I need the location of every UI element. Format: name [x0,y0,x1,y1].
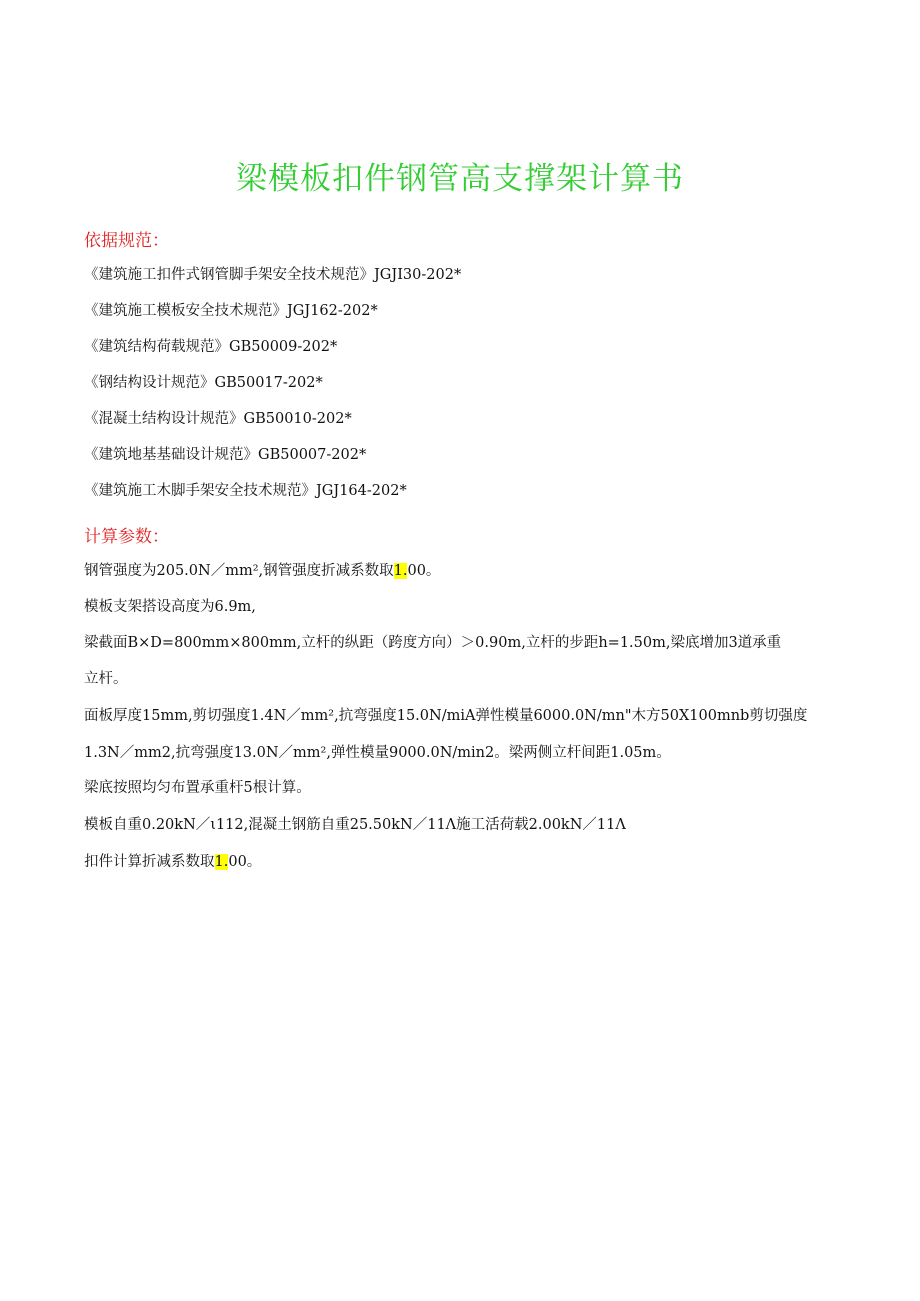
param-height: 模板支架搭设高度为6.9m, [84,599,256,615]
param-panel-line2: 1.3N／mm2,抗弯强度13.0N／mm²,弹性模量9000.0N/min2。梁两侧立杆间距1.05m。 [84,745,671,761]
spec-item: 《建筑结构荷载规范》GB50009-202* [84,339,338,355]
document-title: 梁模板扣件钢管高支撑架计算书 [236,161,684,197]
param-steel-strength [84,559,440,583]
param-section-line2: 立杆。 [84,671,128,687]
param-text: 扣件计算折减系数取 [84,854,215,870]
param-panel-line1: 面板厚度15mm,剪切强度1.4N／mm²,抗弯强度15.0N/miA弹性模量6000.0N/mn"木方50X100mnb剪切强度 [84,708,808,724]
highlighted-value: 1. [214,854,229,870]
basis-heading: 依据规范： [84,231,169,251]
param-coupler [84,850,261,874]
param-text: 钢管强度为205.0N／mm²,钢管强度折减系数取 [84,563,394,579]
spec-item: 《混凝土结构设计规范》GB50010-202* [84,411,352,427]
params-heading: 计算参数： [84,527,169,547]
param-section-line1: 梁截面B×D=800mm×800mm,立杆的纵距（跨度方向）＞0.90m,立杆的步距h=1.50m,梁底增加3道承重 [84,635,782,651]
spec-item: 《钢结构设计规范》GB50017-202* [84,375,323,391]
highlighted-value: 1. [393,563,408,579]
spec-item: 《建筑施工木脚手架安全技术规范》JGJ164-202* [84,483,407,499]
spec-item: 《建筑施工扣件式钢管脚手架安全技术规范》JGJI30-202* [84,267,462,283]
param-layout: 梁底按照均匀布置承重杆5根计算。 [84,780,311,796]
spec-item: 《建筑地基基础设计规范》GB50007-202* [84,447,367,463]
param-text: 00。 [407,563,441,579]
param-loads: 模板自重0.20kN／ι112,混凝土钢筋自重25.50kN／11Λ施工活荷载2.00kN／11Λ [84,817,626,833]
spec-item: 《建筑施工模板安全技术规范》JGJ162-202* [84,303,378,319]
param-text: 00。 [228,854,262,870]
